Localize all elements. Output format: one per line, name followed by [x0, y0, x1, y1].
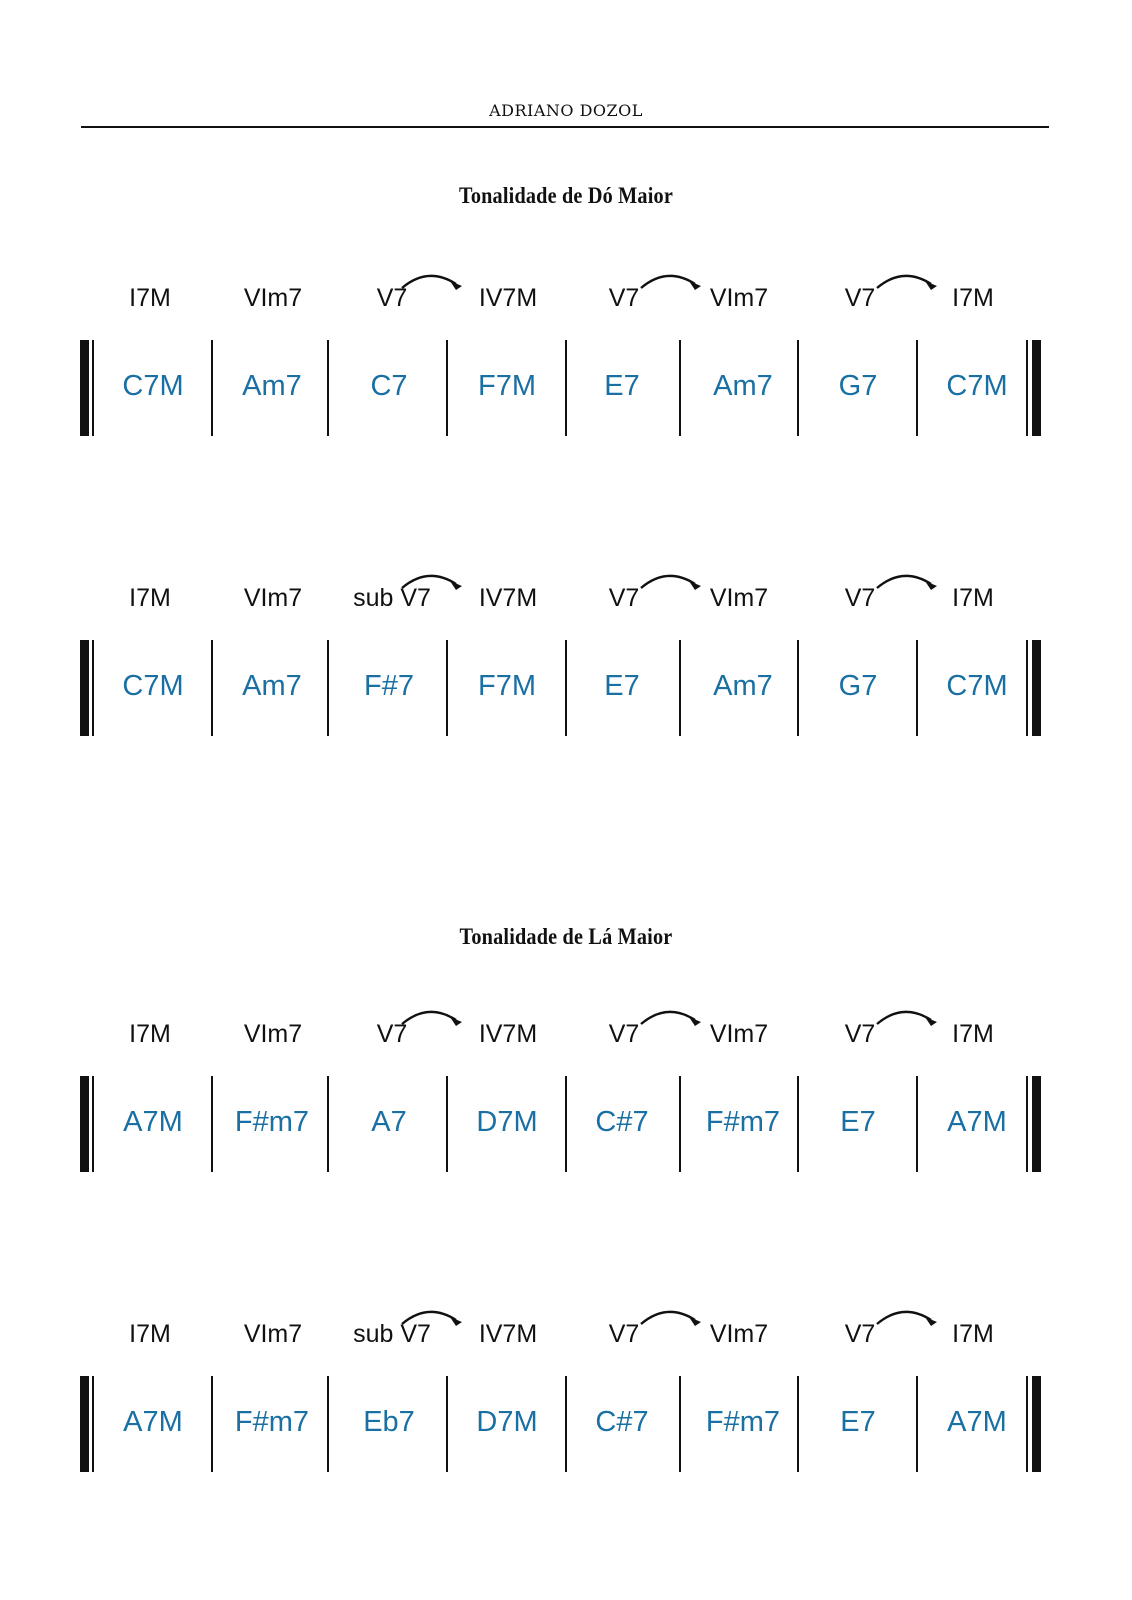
degree-label: V7 [376, 284, 408, 312]
chord-symbol: F#m7 [234, 1406, 310, 1438]
chord-symbol: G7 [838, 670, 878, 702]
degree-label: I7M [129, 1020, 171, 1048]
degree-label: V7 [844, 1320, 876, 1348]
start-barline-thick [80, 640, 89, 736]
degree-label: IV7M [478, 1320, 538, 1348]
chord-symbol: A7M [947, 1106, 1007, 1138]
degree-label: V7 [844, 1020, 876, 1048]
degree-label: I7M [952, 284, 994, 312]
section-title-c-major: Tonalidade de Dó Maior [458, 183, 673, 208]
degree-label: VIm7 [243, 1020, 303, 1048]
degree-label: V7 [376, 1020, 408, 1048]
degree-label: VIm7 [243, 284, 303, 312]
degree-label: IV7M [478, 584, 538, 612]
start-barline-thick [80, 1076, 89, 1172]
chord-symbol: D7M [476, 1106, 538, 1138]
author-name: ADRIANO DOZOL [489, 101, 643, 120]
degree-label: I7M [129, 1320, 171, 1348]
chord-symbol: G7 [838, 370, 878, 402]
chord-symbol: C7M [122, 370, 184, 402]
start-barline-thick [80, 1376, 89, 1472]
chord-symbol: E7 [604, 370, 640, 402]
start-barline-thick [80, 340, 89, 436]
chord-symbol: C7M [946, 370, 1008, 402]
chord-symbol: Am7 [713, 670, 773, 702]
chord-symbol: Eb7 [363, 1406, 415, 1438]
chord-symbol: A7 [371, 1106, 407, 1138]
section-title-a-major: Tonalidade de Lá Maior [459, 924, 673, 949]
degree-label: sub V7 [353, 584, 431, 612]
degree-label: IV7M [478, 284, 538, 312]
chord-symbol: C7M [122, 670, 184, 702]
chord-symbol: F#m7 [234, 1106, 310, 1138]
degree-label: I7M [952, 1320, 994, 1348]
chord-symbol: A7M [947, 1406, 1007, 1438]
chord-symbol: A7M [123, 1106, 183, 1138]
header-rule [81, 126, 1049, 128]
progression [0, 572, 1132, 772]
chord-symbol: E7 [840, 1406, 876, 1438]
degree-label: VIm7 [709, 584, 769, 612]
chord-symbol: E7 [840, 1106, 876, 1138]
degree-label: VIm7 [243, 584, 303, 612]
degree-label: VIm7 [243, 1320, 303, 1348]
chord-symbol: C7 [370, 370, 408, 402]
degree-label: sub V7 [353, 1320, 431, 1348]
progression [0, 1008, 1132, 1208]
degree-label: I7M [129, 584, 171, 612]
degree-label: V7 [608, 284, 640, 312]
chord-symbol: C#7 [595, 1106, 649, 1138]
chord-symbol: F#m7 [705, 1406, 781, 1438]
chord-symbol: E7 [604, 670, 640, 702]
progression [0, 1308, 1132, 1508]
degree-label: VIm7 [709, 284, 769, 312]
progression [0, 272, 1132, 472]
degree-label: VIm7 [709, 1320, 769, 1348]
degree-label: IV7M [478, 1020, 538, 1048]
degree-label: I7M [952, 1020, 994, 1048]
chord-symbol: Am7 [713, 370, 773, 402]
chord-symbol: C7M [946, 670, 1008, 702]
chord-symbol: F#7 [364, 670, 414, 702]
chord-symbol: A7M [123, 1406, 183, 1438]
degree-label: V7 [844, 584, 876, 612]
chord-symbol: D7M [476, 1406, 538, 1438]
degree-label: VIm7 [709, 1020, 769, 1048]
degree-label: I7M [952, 584, 994, 612]
chord-symbol: F7M [478, 370, 536, 402]
chord-symbol: Am7 [242, 370, 302, 402]
degree-label: V7 [608, 1020, 640, 1048]
degree-label: I7M [129, 284, 171, 312]
chord-symbol: C#7 [595, 1406, 649, 1438]
chord-symbol: Am7 [242, 670, 302, 702]
degree-label: V7 [844, 284, 876, 312]
chord-symbol: F#m7 [705, 1106, 781, 1138]
degree-label: V7 [608, 1320, 640, 1348]
degree-label: V7 [608, 584, 640, 612]
chord-symbol: F7M [478, 670, 536, 702]
